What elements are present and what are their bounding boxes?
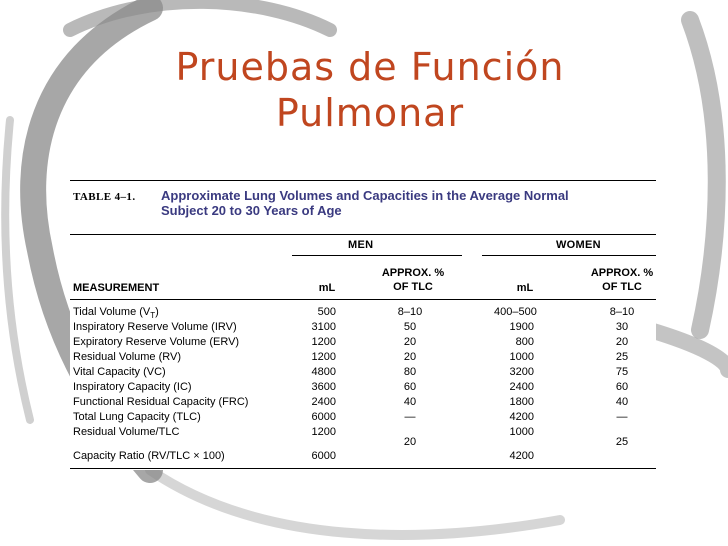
women-group-rule: [482, 255, 656, 256]
row-5-men-pct: 80: [403, 366, 417, 378]
row-2-women-ml: 1900: [509, 321, 534, 333]
row-8-men-pct: —: [404, 411, 416, 423]
row-1-men-pct: 8–10: [397, 306, 423, 318]
row-2-men-ml: 3100: [311, 321, 336, 333]
row-4-men-pct: 20: [403, 351, 417, 363]
header-men-approx-line-1: APPROX. %: [381, 267, 445, 279]
row-9-men-ml: 1200: [311, 426, 336, 438]
row-4-women-ml: 1000: [509, 351, 534, 363]
row-2-women-pct: 30: [615, 321, 629, 333]
row-7-men-pct: 40: [403, 396, 417, 408]
row-1-measurement-subscript: T: [150, 311, 156, 321]
row-6-women-ml: 2400: [509, 381, 534, 393]
header-divider: [70, 299, 656, 300]
row-6-men-pct: 60: [403, 381, 417, 393]
row-11-men-ml: 6000: [311, 450, 336, 462]
table-number-label: TABLE 4–1.: [73, 191, 136, 203]
header-men-approx: [375, 266, 451, 294]
row-8-women-ml: 4200: [509, 411, 534, 423]
row-3-men-pct: 20: [403, 336, 417, 348]
row-1-measurement-end: ): [155, 306, 159, 318]
group-header-women: WOMEN: [556, 239, 601, 251]
row-3-measurement: Expiratory Reserve Volume (ERV): [73, 336, 240, 348]
swirl-right-small: [650, 330, 728, 370]
header-women-ml: mL: [516, 282, 534, 294]
row-11-measurement: Capacity Ratio (RV/TLC × 100): [73, 450, 225, 462]
row-1-men-ml: 500: [317, 306, 336, 318]
row-11-women-ml: 4200: [509, 450, 534, 462]
row-1-women-ml: 400–500: [494, 306, 537, 318]
row-10-men-pct: 20: [403, 436, 417, 448]
group-header-men: MEN: [348, 239, 374, 251]
header-men-approx-line-2: OF TLC: [393, 281, 433, 293]
row-5-men-ml: 4800: [311, 366, 336, 378]
row-9-women-ml: 1000: [509, 426, 534, 438]
row-3-women-pct: 20: [615, 336, 629, 348]
row-4-women-pct: 25: [615, 351, 629, 363]
row-7-women-ml: 1800: [509, 396, 534, 408]
swirl-right-arc: [690, 20, 717, 330]
page-title-line-2: Pulmonar: [275, 91, 465, 135]
row-7-measurement: Functional Residual Capacity (FRC): [73, 396, 249, 408]
row-1-measurement-text: Tidal Volume (V: [73, 306, 151, 318]
row-2-men-pct: 50: [403, 321, 417, 333]
table-bottom-rule: [70, 468, 656, 469]
table-top-rule: [70, 180, 656, 181]
row-5-women-pct: 75: [615, 366, 629, 378]
row-8-men-ml: 6000: [311, 411, 336, 423]
lung-volumes-table: [70, 178, 656, 470]
row-8-measurement: Total Lung Capacity (TLC): [73, 411, 201, 423]
row-7-men-ml: 2400: [311, 396, 336, 408]
caption-divider: [70, 234, 656, 235]
men-group-rule: [292, 255, 462, 256]
row-6-men-ml: 3600: [311, 381, 336, 393]
swirl-bottom-arc: [150, 470, 560, 535]
header-women-approx-line-2: OF TLC: [602, 281, 642, 293]
row-4-men-ml: 1200: [311, 351, 336, 363]
row-1-women-pct: 8–10: [609, 306, 635, 318]
row-5-measurement: Vital Capacity (VC): [73, 366, 166, 378]
row-5-women-ml: 3200: [509, 366, 534, 378]
row-7-women-pct: 40: [615, 396, 629, 408]
table-caption: [161, 188, 641, 218]
row-3-women-ml: 800: [515, 336, 534, 348]
header-women-approx: [584, 266, 660, 294]
row-3-men-ml: 1200: [311, 336, 336, 348]
header-measurement: MEASUREMENT: [73, 282, 160, 294]
row-2-measurement: Inspiratory Reserve Volume (IRV): [73, 321, 237, 333]
row-6-women-pct: 60: [615, 381, 629, 393]
header-women-approx-line-1: APPROX. %: [590, 267, 654, 279]
table-caption-line-2: Subject 20 to 30 Years of Age: [161, 203, 342, 218]
row-8-women-pct: —: [616, 411, 628, 423]
row-6-measurement: Inspiratory Capacity (IC): [73, 381, 192, 393]
page-title: [150, 44, 590, 136]
row-10-women-pct: 25: [615, 436, 629, 448]
header-men-ml: mL: [318, 282, 336, 294]
page-title-line-1: Pruebas de Función: [175, 45, 565, 89]
table-caption-line-1: Approximate Lung Volumes and Capacities in the Average Normal: [161, 188, 569, 203]
row-4-measurement: Residual Volume (RV): [73, 351, 182, 363]
row-9-measurement: Residual Volume/TLC: [73, 426, 180, 438]
row-1-measurement: [73, 306, 159, 320]
